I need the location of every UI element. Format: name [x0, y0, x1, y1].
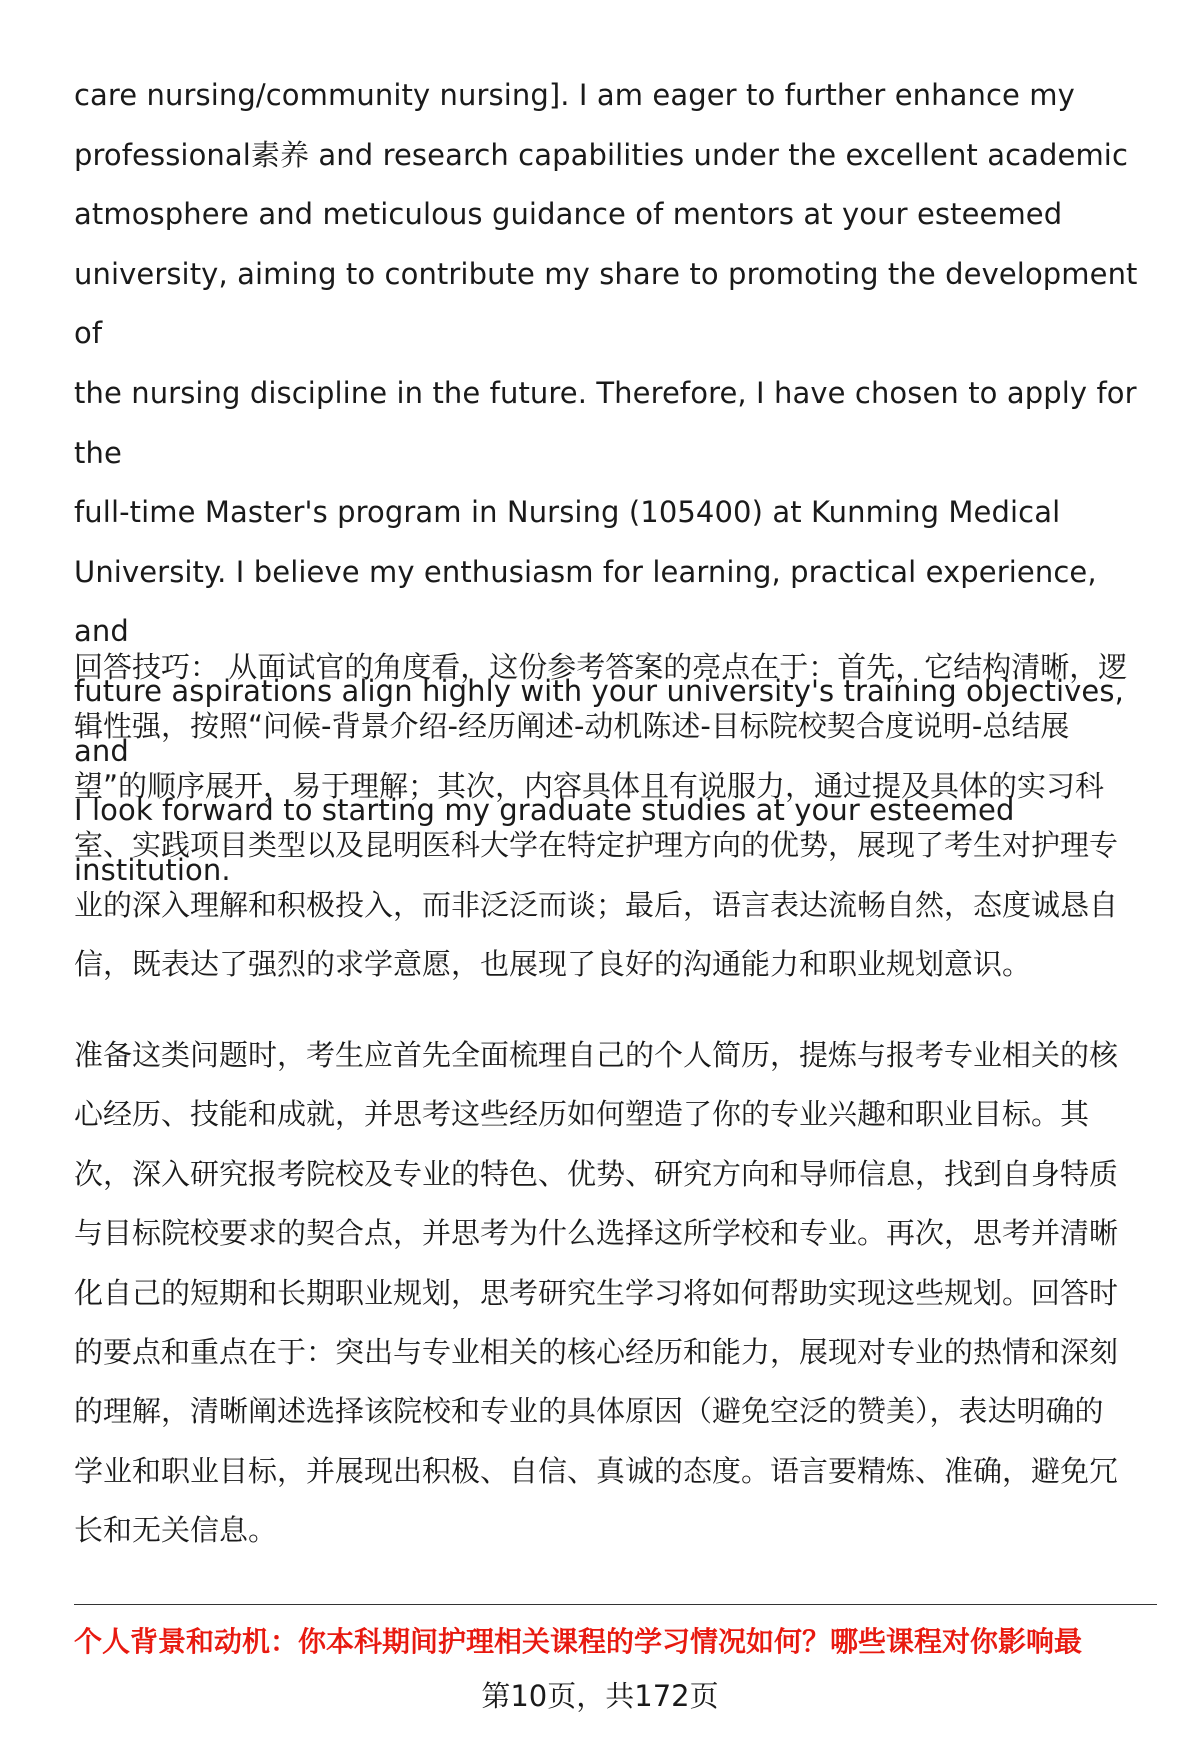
- section-divider: [74, 1604, 1157, 1605]
- preparation-advice-paragraph: 准备这类问题时，考生应首先全面梳理自己的个人简历，提炼与报考专业相关的核 心经历、技能和成就，并思考这些经历如何塑造了你的专业兴趣和职业目标。其 次，深入研究报考院校及专业的特色、优势、研究方向和导师信息，找到自身特质 与目标院校要求的契合点，并思考为什么选择这所学校和专业。再次，思考并清晰 化自己的短期和长期职业规划，思考研究生学习将如何帮助实现这些规划。回答时 的要点和重点在于：突出与专业相关的核心经历和能力，展现对专业的热情和深刻 的理解，清晰阐述选择该院校和专业的具体原因（避免空泛的赞美），表达明确的 学业和职业目标，并展现出积极、自信、真诚的态度。语言要精炼、准确，避免冗 长和无关信息。: [74, 1038, 1119, 1548]
- answer-tips-paragraph: 回答技巧： 从面试官的角度看，这份参考答案的亮点在于：首先，它结构清晰，逻 辑性强，按照“问候-背景介绍-经历阐述-动机陈述-目标院校契合度说明-总结展 望”的顺序展开，易于理解；其次，内容具体且有说服力，通过提及具体的实习科 室、实践项目类型以及昆明医科大学在特定护理方向的优势，展现了考生对护理专 业的深入理解和积极投入，而非泛泛而谈；最后，语言表达流畅自然，态度诚恳自 信，既表达了强烈的求学意愿，也展现了良好的沟通能力和职业规划意识。: [74, 650, 1128, 982]
- answer-paragraph-english: care nursing/community nursing]. I am eager to further enhance my professional素养 and research capabilities under the excellent academic atmosphere and meticulous guidance of mentors at your esteemed university, aiming to contribute my share to promoting the development of the nursing discipline in the future. Therefore, I have chosen to apply for the full-time Master's program in Nursing (105400) at Kunming Medical University. I believe my enthusiasm for learning, practical experience, and future aspirations align highly with your university's training objectives, and I look forward to starting my graduate studies at your esteemed institution.: [74, 78, 1138, 887]
- next-question-heading: 个人背景和动机：你本科期间护理相关课程的学习情况如何？哪些课程对你影响最: [74, 1625, 1083, 1658]
- page-number-footer: 第10页，共172页: [481, 1679, 719, 1713]
